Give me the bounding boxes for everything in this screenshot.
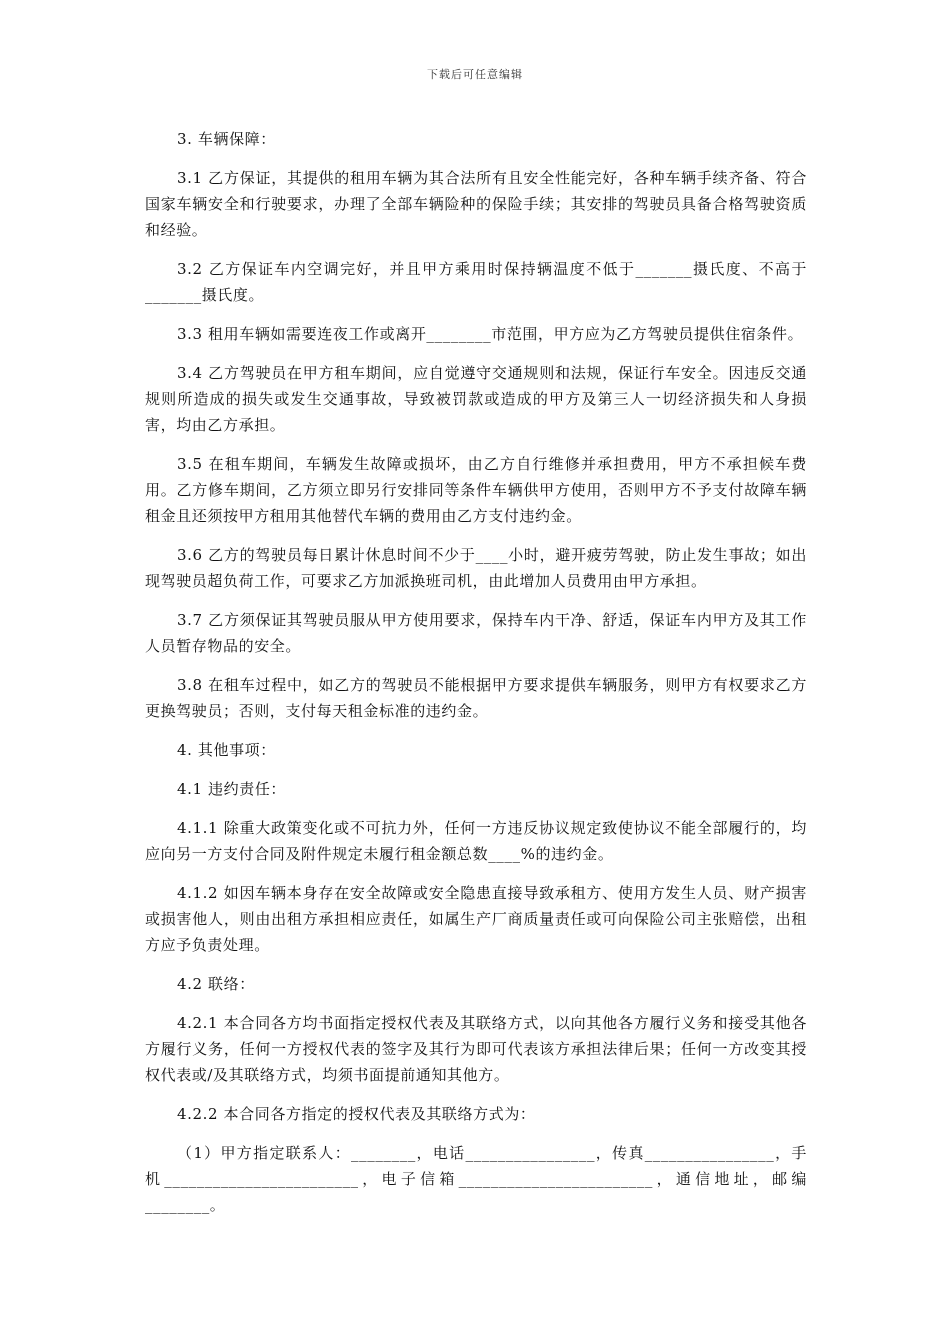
clause-3-8: 3.8 在租车过程中，如乙方的驾驶员不能根据甲方要求提供车辆服务，则甲方有权要求乙方更换驾驶员；否则，支付每天租金标准的违约金。 (145, 676, 807, 720)
contract-body (145, 126, 807, 1231)
clause-3-1: 3.1 乙方保证，其提供的租用车辆为其合法所有且安全性能完好，各种车辆手续齐备、符合国家车辆安全和行驶要求，办理了全部车辆险种的保险手续；其安排的驾驶员具备合格驾驶资质和经验。 (145, 169, 807, 239)
clause-3-3: 3.3 租用车辆如需要连夜工作或离开________市范围，甲方应为乙方驾驶员提供住宿条件。 (177, 325, 804, 343)
clause-4-1-heading: 4.1 违约责任： (177, 780, 287, 798)
section-heading-other-matters: 4. 其他事项： (177, 741, 276, 759)
clause-4-2-2: 4.2.2 本合同各方指定的授权代表及其联络方式为： (177, 1105, 536, 1123)
clause-3-2: 3.2 乙方保证车内空调完好，并且甲方乘用时保持辆温度不低于_______摄氏度、不高于_______摄氏度。 (145, 260, 807, 304)
section-heading-vehicle-guarantee: 3. 车辆保障： (177, 130, 276, 148)
clause-3-4: 3.4 乙方驾驶员在甲方租车期间，应自觉遵守交通规则和法规，保证行车安全。因违反交通规则所造成的损失或发生交通事故，导致被罚款或造成的甲方及第三人一切经济损失和人身损害，均由乙方承担。 (145, 364, 807, 434)
clause-4-1-2: 4.1.2 如因车辆本身存在安全故障或安全隐患直接导致承租方、使用方发生人员、财产损害或损害他人，则由出租方承担相应责任，如属生产厂商质量责任或可向保险公司主张赔偿，出租方应予负责处理。 (145, 884, 807, 954)
clause-4-1-1: 4.1.1 除重大政策变化或不可抗力外，任何一方违反协议规定致使协议不能全部履行的，均应向另一方支付合同及附件规定未履行租金额总数____%的违约金。 (145, 819, 807, 863)
clause-4-2-heading: 4.2 联络： (177, 975, 255, 993)
party-a-contact-details: （1）甲方指定联系人：________，电话________________，传真________________，手机________________________，电子信箱________________________，通信地址，邮编________。 (145, 1144, 807, 1214)
clause-3-7: 3.7 乙方须保证其驾驶员服从甲方使用要求，保持车内干净、舒适，保证车内甲方及其工作人员暂存物品的安全。 (145, 611, 807, 655)
clause-3-5: 3.5 在租车期间，车辆发生故障或损坏，由乙方自行维修并承担费用，甲方不承担候车费用。乙方修车期间，乙方须立即另行安排同等条件车辆供甲方使用，否则甲方不予支付故障车辆租金且还须按甲方租用其他替代车辆的费用由乙方支付违约金。 (145, 455, 807, 525)
header-watermark: 下载后可任意编辑 (427, 68, 523, 81)
clause-3-6: 3.6 乙方的驾驶员每日累计休息时间不少于____小时，避开疲劳驾驶，防止发生事故；如出现驾驶员超负荷工作，可要求乙方加派换班司机，由此增加人员费用由甲方承担。 (145, 546, 807, 590)
clause-4-2-1: 4.2.1 本合同各方均书面指定授权代表及其联络方式，以向其他各方履行义务和接受其他各方履行义务，任何一方授权代表的签字及其行为即可代表该方承担法律后果；任何一方改变其授权代表或/及其联络方式，均须书面提前通知其他方。 (145, 1014, 807, 1084)
